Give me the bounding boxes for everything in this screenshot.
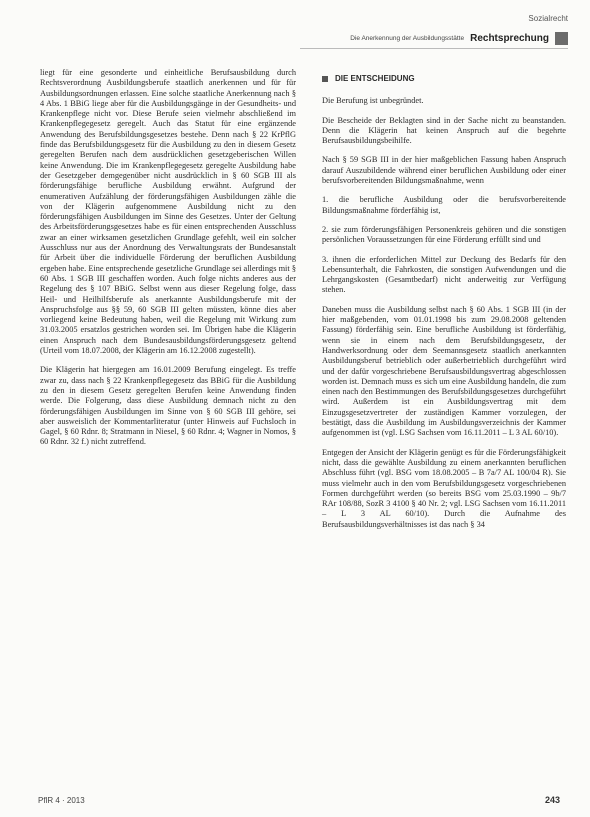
section-heading [322, 74, 566, 84]
right-paragraph-6: 3. ihnen die erforderlichen Mittel zur Deckung des Bedarfs für den Lebensunterhalt, die Fahrkosten, die sonstigen Aufwendungen und die Lehrgangskosten (Gesamtbedarf) nicht anderweitig zur Verfügung stehen. [322, 254, 566, 295]
running-header [300, 30, 568, 46]
header-subtitle: Die Anerkennung der Ausbildungsstätte [350, 34, 465, 42]
right-paragraph-4: 1. die berufliche Ausbildung oder die berufsvorbereitende Bildungsmaßnahme förderfähig ist, [322, 195, 566, 215]
left-paragraph-1: liegt für eine gesonderte und einheitliche Berufsausbildung durch Rechtsverordnung Ausbildungsberufe staatlich anerkennen und für für Ausbildungsordnungen erlassen. Eine solche staatliche Anerkennung nach § 4 Abs. 1 BBiG liege aber für die Ausbildungsgänge in der Gesundheits- und Krankenpflege nicht vor. Diese Berufe seien vielmehr abschließend im Krankenpflegegesetz geregelt. Auch das Statut für eine ergänzende Anwendung des Berufsbildungsgesetzes bestehe. Denn nach § 22 KrPflG finde das Berufsbildungsgesetz für die Ausbildung zu den in diesem Gesetz geregelten Berufen nach dem ausdrücklichen gesetzgeberischen Willen keine Anwendung. Die im Krankenpflegegesetz geregelte Ausbildung habe der Gesetzgeber demgegenüber nicht ausdrücklich in § 60 SGB III als förderungsfähige berufliche Ausbildung erwähnt. Aufgrund der enumerativen Aufzählung der förderungsfähigen Ausbildungen zähle die von der Klägerin aufgenommene Ausbildung nicht zu den förderungsfähigen Ausbildungen im Sinne des Gesetzes. Unter der Geltung des Arbeitsförderungsgesetzes habe es für einen entsprechenden Ausschluss zwar an einer wirksamen gesetzlichen Grundlage gefehlt, weil ein solcher Ausschluss nur aus der Anordnung des Verwaltungsrats der Bundesanstalt für Arbeit über die individuelle Förderung der beruflichen Ausbildung ergeben habe. Eine entsprechende gesetzliche Grundlage sei allerdings mit § 60 Abs. 1 SGB III geschaffen worden. Auch folge nichts anderes aus der Regelung des § 107 BBiG. Selbst wenn aus dieser Regelung folge, dass Heil- und Heilhilfsberufe als anerkannte Ausbildungsberufe mit der Anspruchsfolge aus §§ 59, 60 SGB III gelten müssten, könne dies aber vorliegend keine Bedeutung haben, weil die Regelung mit Wirkung zum 31.03.2005 ersatzlos gestrichen worden sei. Im Übrigen habe die Klägerin einen Anspruch nach dem Bundesausbildungsförderungsgesetz geltend (Urteil vom 18.07.2008, der Klägerin am 16.12.2008 zugestellt). [40, 68, 296, 356]
right-paragraph-1: Die Berufung ist unbegründet. [322, 96, 424, 106]
left-paragraph-2: Die Klägerin hat hiergegen am 16.01.2009 Berufung eingelegt. Es treffe zwar zu, dass nach § 22 Krankenpflegegesetz das BBiG für die Ausbildung zu den in diesem Gesetz geregelten Berufen keine Anwendung finden werde. Die Folgerung, dass diese Ausbildung demnach nicht zu den förderungsfähigen Ausbildungen im Sinne von § 60 SGB III gehöre, sei aber ausweislich der Kommentarliteratur (unter Hinweis auf Fuchsloch in Gagel, § 60 Rdnr. 8; Stratmann in Niesel, § 60 Rdnr. 4; Wagner in Nomos, § 60 Rdnr. 32 f.) nicht zutreffend. [40, 365, 296, 447]
right-paragraph-2: Die Bescheide der Beklagten sind in der Sache nicht zu beanstanden. Denn die Klägerin hat keinen Anspruch auf die begehrte Berufsausbildungsbeihilfe. [322, 115, 566, 146]
right-paragraph-5: 2. sie zum förderungsfähigen Personenkreis gehören und die sonstigen persönlichen Voraussetzungen für eine Förderung erfüllt sind und [322, 224, 566, 245]
page-number: 243 [544, 795, 560, 805]
right-paragraph-3: Nach § 59 SGB III in der hier maßgeblichen Fassung haben Anspruch darauf Auszubildende während einer beruflichen Ausbildung oder einer berufsvorbereitenden Bildungsmaßnahme, wenn [322, 155, 566, 186]
left-column [40, 68, 296, 448]
header-rule [300, 48, 568, 49]
right-paragraph-8: Entgegen der Ansicht der Klägerin genügt es für die Förderungsfähigkeit nicht, dass die gewählte Ausbildung zu einem anerkannten beruflichen Abschluss führt (vgl. BSG vom 18.08.2005 – B 7a/7 AL 100/04 R). Sie muss vielmehr auch in den vom Berufsbildungsgesetz vorgeschriebenen Formen durchgeführt werden (so bereits BSG vom 25.03.1990 – 9b/7 RAr 108/88, SozR 3 4100 § 40 Nr. 2; vgl. LSG Sachsen vom 16.11.2011 – L 3 AL 60/10). Durch die Aufnahme des Berufsausbildungsverhältnisses ist das nach § 34 [322, 447, 566, 529]
header-marker [555, 32, 568, 45]
top-section-label: Sozialrecht [528, 14, 568, 23]
footer-issue: PflR 4 · 2013 [38, 796, 85, 805]
header-title: Rechtsprechung [470, 32, 549, 44]
section-marker-icon [322, 76, 328, 82]
right-paragraph-7: Daneben muss die Ausbildung selbst nach § 60 Abs. 1 SGB III (in der hier maßgebenden, vom 01.01.1998 bis zum 29.08.2008 geltenden Fassung) förderfähig sein. Eine berufliche Ausbildung ist förderfähig, wenn sie in einem nach dem Berufsbildungsgesetz, der Handwerksordnung oder dem Seemannsgesetz staatlich anerkannten Ausbildungsberuf betrieblich oder außerbetrieblich durchgeführt wird und der dafür vorgeschriebene Berufsausbildungsvertrag abgeschlossen worden ist. Demnach muss es sich um eine Ausbildung handeln, die zum einen nach den Bestimmungen des Berufsbildungsgesetzes durchgeführt wird. Außerdem ist ein Ausbildungsvertrag mit dem Einzugsgesetzvertreter der zuständigen Kammer vorzulegen, der bestätigt, dass die Ausbildung im Ausbildungsverzeichnis der Kammer aufgenommen ist (vgl. LSG Sachsen vom 16.11.2011 – L 3 AL 60/10). [322, 304, 566, 438]
section-heading-text: DIE ENTSCHEIDUNG [335, 74, 415, 83]
right-column [322, 68, 566, 530]
